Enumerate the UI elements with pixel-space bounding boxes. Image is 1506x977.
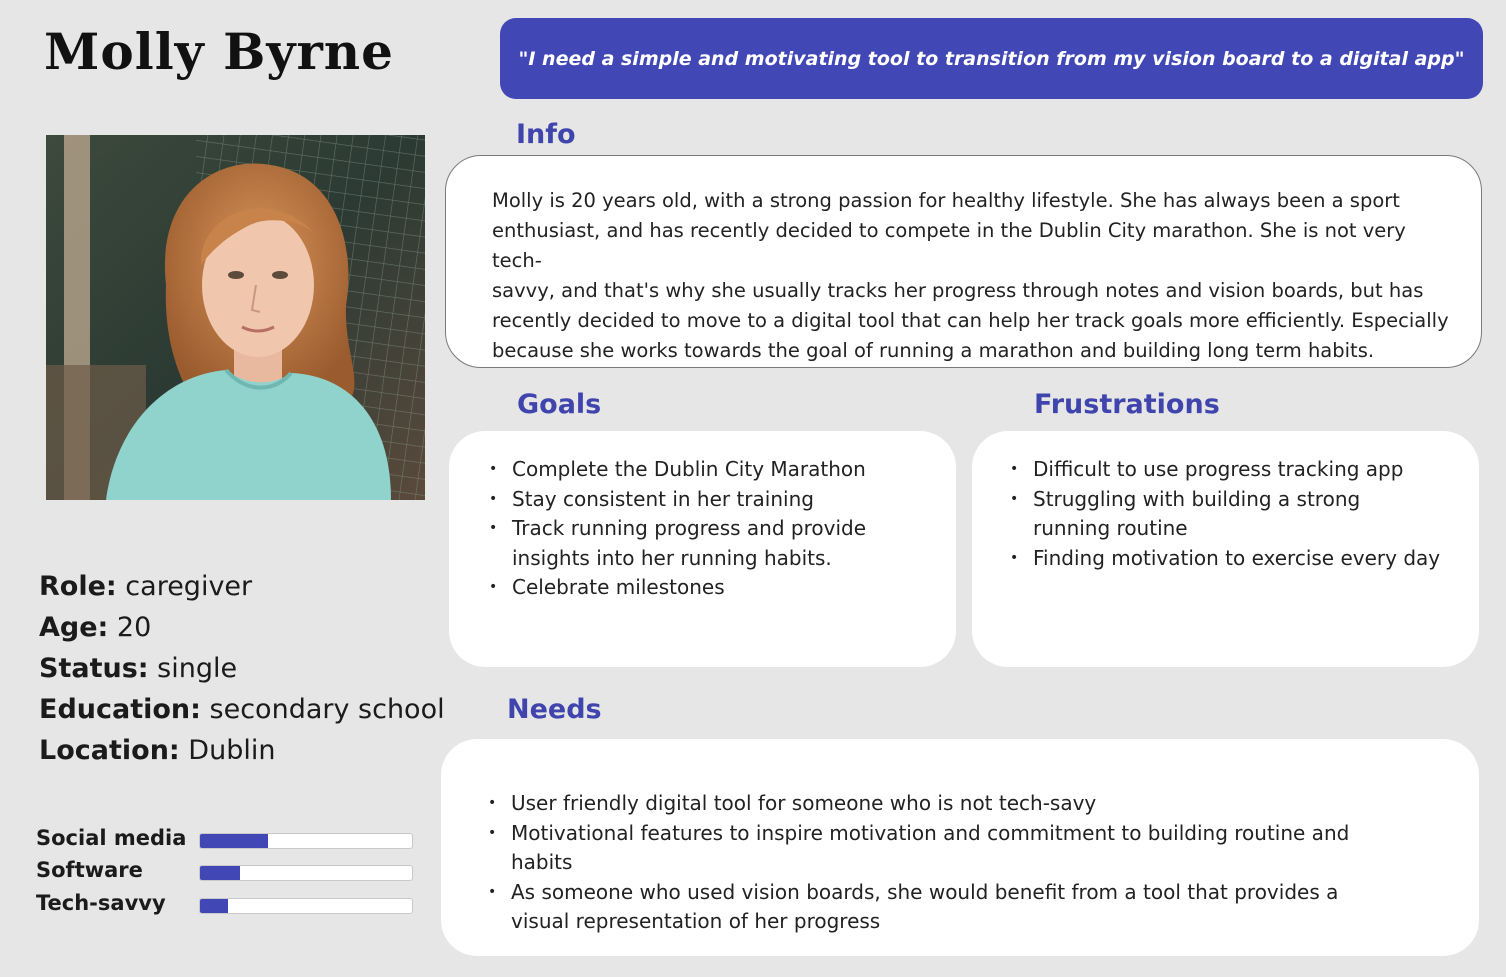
demographics (39, 566, 445, 771)
list-item: • User friendly digital tool for someone who is not tech-savy (488, 789, 1399, 819)
list-item: • Motivational features to inspire motivation and commitment to building routine and habits (488, 819, 1399, 878)
skill-bar (199, 865, 413, 881)
list-item: • Celebrate milestones (489, 573, 916, 603)
skill-fill (200, 899, 228, 913)
list-item: • Difficult to use progress tracking app (1010, 455, 1443, 485)
demo-location-value: Dublin (179, 735, 276, 766)
demo-status (39, 648, 445, 689)
portrait-image (46, 135, 425, 500)
persona-name: Molly Byrne (44, 22, 394, 81)
needs-list (488, 789, 1399, 937)
skill-label: Software (36, 858, 143, 882)
list-item: • Complete the Dublin City Marathon (489, 455, 916, 485)
info-line: enthusiast, and has recently decided to compete in the Dublin City marathon. She is not very tech- (492, 219, 1406, 272)
demo-location (39, 730, 445, 771)
demo-age-value: 20 (108, 612, 152, 643)
demo-status-value: single (148, 653, 238, 684)
demo-role-value: caregiver (116, 571, 253, 602)
goals-card (449, 431, 956, 667)
list-item: • As someone who used vision boards, she would benefit from a tool that provides a visual representation of her progress (488, 878, 1399, 937)
demo-role-label: Role: (39, 571, 117, 602)
needs-card (441, 739, 1479, 956)
skill-bar (199, 898, 413, 914)
info-line: recently decided to move to a digital tool that can help her track goals more efficiently. Especially (492, 309, 1449, 332)
demo-education-label: Education: (39, 694, 201, 725)
goals-list (489, 455, 916, 603)
skill-software (36, 858, 416, 888)
frustrations-list (1010, 455, 1443, 573)
goals-title: Goals (517, 389, 602, 420)
demo-status-label: Status: (39, 653, 149, 684)
skill-bar (199, 833, 413, 849)
info-text (492, 186, 1461, 366)
info-card (445, 155, 1482, 368)
demo-location-label: Location: (39, 735, 180, 766)
info-title: Info (516, 119, 576, 150)
skill-tech-savvy (36, 891, 416, 921)
skill-label: Social media (36, 826, 187, 850)
list-item: • Stay consistent in her training (489, 485, 916, 515)
info-line: Molly is 20 years old, with a strong passion for healthy lifestyle. She has always been a sport (492, 189, 1400, 212)
demo-role (39, 566, 445, 607)
frustrations-title: Frustrations (1034, 389, 1220, 420)
demo-age-label: Age: (39, 612, 109, 643)
skill-fill (200, 866, 240, 880)
portrait-photo (46, 135, 425, 500)
list-item: • Finding motivation to exercise every day (1010, 544, 1443, 574)
list-item: • Struggling with building a strong running routine (1010, 485, 1443, 544)
skill-fill (200, 834, 268, 848)
quote-text: "I need a simple and motivating tool to transition from my vision board to a digital app" (518, 47, 1465, 70)
list-item: • Track running progress and provide insights into her running habits. (489, 514, 916, 573)
demo-education (39, 689, 445, 730)
skill-label: Tech-savvy (36, 891, 166, 915)
frustrations-card (972, 431, 1479, 667)
demo-education-value: secondary school (200, 694, 445, 725)
info-line: savvy, and that's why she usually tracks her progress through notes and vision boards, but has (492, 279, 1424, 302)
demo-age (39, 607, 445, 648)
info-line: because she works towards the goal of running a marathon and building long term habits. (492, 339, 1375, 362)
persona-quote (500, 18, 1483, 99)
needs-title: Needs (507, 694, 602, 725)
skill-social-media (36, 826, 416, 856)
